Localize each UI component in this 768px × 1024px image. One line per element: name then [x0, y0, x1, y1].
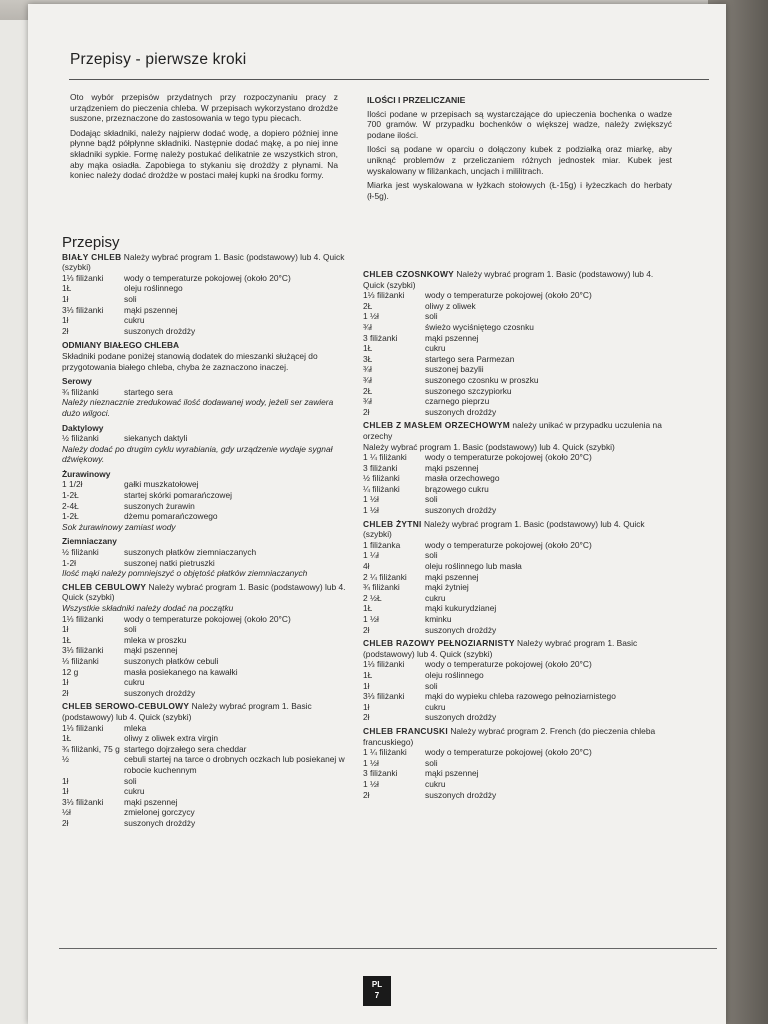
ingredient-quantity: ¼ filiżanki: [363, 483, 400, 494]
ingredient-row: [363, 322, 675, 333]
recipes-left-column: [62, 234, 352, 828]
ingredient-row: [363, 659, 675, 670]
recipe-heading: [62, 701, 352, 722]
ingredient-row: [62, 305, 352, 316]
ingredient-row: [62, 723, 352, 734]
ingredient-row: [363, 396, 675, 407]
ingredient-quantity: 2ł: [62, 687, 69, 698]
ingredient-row: [62, 645, 352, 656]
ingredient-quantity: 1ł: [62, 786, 69, 797]
ingredient-quantity: ½ filiżanki: [62, 433, 99, 444]
ingredient-row: [62, 614, 352, 625]
ingredient-quantity: 1⅓ filiżanki: [62, 722, 104, 733]
ingredient-name: soli: [425, 680, 438, 691]
ingredient-quantity: 1-2Ł: [62, 511, 79, 522]
recipe-name: CHLEB CZOSNKOWY: [363, 269, 455, 279]
ingredient-quantity: 1 ¼ filiżanki: [363, 747, 407, 758]
ingredient-quantity: 3⅓ filiżanki: [62, 645, 104, 656]
ingredient-quantity: 1Ł: [62, 283, 72, 294]
ingredient-row: [363, 572, 675, 583]
ingredient-name: oliwy z oliwek: [425, 300, 476, 311]
ingredient-quantity: 1ł: [62, 315, 69, 326]
ingredient-row: [62, 315, 352, 326]
ingredient-row: [363, 301, 675, 312]
ingredient-row: [363, 407, 675, 418]
ingredient-quantity: 1⅓ filiżanki: [62, 613, 104, 624]
recipe-program: Należy wybrać program 2. French (do pieczenia chleba francuskiego): [363, 725, 656, 747]
ingredient-name: cukru: [425, 592, 446, 603]
ingredient-name: suszonej bazylii: [425, 364, 484, 375]
ingredient-row: [62, 733, 352, 744]
ingredient-row: [62, 744, 352, 755]
ingredient-row: [62, 479, 352, 490]
ingredient-quantity: 2 ½Ł: [363, 592, 382, 603]
variant-heading: ODMIANY BIAŁEGO CHLEBA: [62, 340, 180, 351]
ingredient-quantity: 2ł: [62, 325, 69, 336]
recipe-program: Należy wybrać program 1. Basic (podstawowy) lub 4. Quick (szybki): [363, 638, 638, 659]
ingredient-name: wody o temperaturze pokojowej (około 20°C): [425, 290, 592, 301]
ingredient-name: świeżo wyciśniętego czosnku: [425, 321, 534, 332]
underlying-page: [0, 20, 30, 1024]
page-number-badge: [363, 976, 391, 1006]
ingredient-name: mąki pszennej: [124, 796, 178, 807]
ingredient-row: [62, 273, 352, 284]
ingredient-name: oleju roślinnego: [425, 669, 484, 680]
ingredient-row: [62, 807, 352, 818]
recipe-text: Należy wybrać program 1. Basic (podstawowy) lub 4. Quick (szybki): [363, 441, 615, 452]
ingredient-row: [62, 797, 352, 808]
recipe-program: Należy wybrać program 1. Basic (podstawowy) lub 4. Quick (szybki): [363, 518, 645, 540]
quantities-paragraph: Ilości są podane w oparciu o dołączony kubek z podziałką oraz miarkę, aby uniknąć problemów z przeliczaniem różnych jednostek miar. Kubek jest wyskalowany w filiżankach, uncjach i mililitrach.: [367, 144, 672, 176]
ingredient-quantity: 1Ł: [62, 733, 72, 744]
ingredient-quantity: 1 ½ł: [363, 614, 379, 624]
ingredient-row: [363, 375, 675, 386]
ingredient-name: gałki muszkatołowej: [124, 479, 199, 490]
ingredient-row: [62, 667, 352, 678]
ingredient-quantity: 1Ł: [363, 603, 373, 614]
ingredient-quantity: 2 ¼ filiżanki: [363, 571, 407, 582]
ingredient-row: [363, 691, 675, 702]
ingredient-name: suszonych drożdży: [425, 789, 497, 800]
ingredient-name: mąki pszennej: [425, 571, 479, 582]
recipe-text: Składniki podane poniżej stanowią dodatek do mieszanki służącej do przygotowania białego chleba, chyba że zaznaczono inaczej.: [62, 350, 318, 372]
ingredient-name: zmielonej gorczycy: [124, 807, 195, 818]
footer-rule: [59, 948, 717, 949]
recipe-heading: [363, 638, 675, 659]
ingredient-name: soli: [124, 293, 137, 304]
page-title: Przepisy - pierwsze kroki: [70, 51, 247, 68]
recipe-heading: [62, 252, 352, 273]
ingredient-row: [62, 818, 352, 829]
ingredient-quantity: 1Ł: [363, 343, 373, 354]
ingredient-row: [363, 603, 675, 614]
ingredient-name: masła orzechowego: [425, 473, 500, 484]
ingredient-row: [62, 677, 352, 688]
ingredient-quantity: 1 ½ł: [363, 311, 379, 322]
ingredient-quantity: 1 filiżanka: [363, 539, 401, 550]
ingredient-quantity: 1 1/2ł: [62, 479, 83, 490]
ingredient-row: [363, 550, 675, 561]
ingredient-name: brązowego cukru: [425, 483, 489, 494]
ingredient-name: suszonych drożdży: [425, 505, 497, 516]
recipe-name: CHLEB RAZOWY PEŁNOZIARNISTY: [363, 638, 515, 649]
recipe-note: Ilość mąki należy pomniejszyć o objętość płatków ziemniaczanych: [62, 568, 308, 579]
ingredient-row: [363, 768, 675, 779]
ingredient-name: cukru: [124, 786, 145, 797]
ingredient-row: [363, 702, 675, 713]
ingredient-quantity: 2ł: [363, 712, 370, 723]
ingredient-name: cukru: [425, 701, 446, 712]
ingredient-name: cukru: [124, 677, 145, 688]
ingredient-row: [363, 452, 675, 463]
ingredient-name: mąki do wypieku chleba razowego pełnoziarnistego: [425, 691, 616, 702]
ingredient-name: cukru: [124, 315, 145, 326]
ingredient-name: suszonych drożdży: [425, 712, 497, 723]
recipe-program: Należy wybrać program 1. Basic (podstawowy) lub 4. Quick (szybki): [62, 581, 346, 603]
ingredient-row: [363, 290, 675, 301]
recipe-program: Należy wybrać program 1. Basic (podstawowy) lub 4. Quick (szybki): [363, 269, 654, 290]
ingredient-row: [62, 786, 352, 797]
ingredient-name: wody o temperaturze pokojowej (około 20°C): [425, 659, 592, 670]
ingredient-quantity: 1⅓ filiżanki: [363, 659, 405, 670]
ingredient-quantity: 1ł: [62, 677, 69, 688]
ingredient-row: [62, 688, 352, 699]
ingredient-name: soli: [124, 624, 137, 635]
ingredient-quantity: 1-2Ł: [62, 490, 79, 501]
ingredient-quantity: 2Ł: [363, 300, 373, 311]
quantities-heading: ILOŚCI I PRZELICZANIE: [367, 95, 466, 105]
recipe-name: CHLEB ŻYTNI: [363, 518, 422, 529]
ingredient-row: [363, 484, 675, 495]
ingredient-quantity: ¾ł: [363, 396, 372, 407]
ingredient-row: [363, 494, 675, 505]
ingredient-name: soli: [425, 757, 438, 768]
ingredient-name: soli: [425, 494, 438, 505]
ingredient-quantity: 1⅓ filiżanki: [62, 272, 104, 283]
ingredient-name: wody o temperaturze pokojowej (około 20°C): [425, 539, 592, 550]
intro-paragraph: Dodając składniki, należy najpierw dodać wodę, a dopiero później inne płynne bądź półpłynne składniki. Następnie dodać mąkę, a po niej inne składniki sypkie. Formę należy postukać delikatnie ze wszystkich stron, aby mąka osiadła. Zapobiega to stykaniu się drożdży z płynami. Na koniec należy dodać drożdże w postaci małej kupki na środku formy.: [70, 127, 338, 181]
ingredient-name: siekanych daktyli: [124, 433, 188, 444]
ingredient-quantity: 1 ½ł: [363, 494, 379, 505]
ingredient-row: [62, 490, 352, 501]
ingredient-name: suszonych płatków ziemniaczanych: [124, 547, 257, 558]
ingredient-name: suszonych drożdży: [425, 624, 497, 635]
ingredient-quantity: 3⅓ filiżanki: [62, 796, 104, 807]
recipe-heading: [363, 420, 675, 441]
ingredient-quantity: 1Ł: [363, 669, 373, 680]
ingredient-quantity: ½ filiżanki: [62, 547, 99, 558]
recipe-name: CHLEB SEROWO-CEBULOWY: [62, 701, 190, 712]
ingredient-quantity: ½ł: [62, 807, 71, 818]
ingredient-name: soli: [124, 775, 137, 786]
ingredient-quantity: ¾ filiżanki: [62, 386, 99, 397]
ingredient-name: startego dojrzałego sera cheddar: [124, 743, 247, 754]
recipe-note: Należy nieznacznie zredukować ilość dodawanej wody, jeżeli ser zawiera dużo wilgoci.: [62, 397, 334, 418]
ingredient-name: mąki pszennej: [124, 304, 178, 315]
ingredient-row: [363, 779, 675, 790]
ingredient-quantity: 12 g: [62, 666, 79, 677]
quantities-section: [367, 95, 672, 205]
ingredient-quantity: 2Ł: [363, 385, 373, 396]
ingredient-quantity: 1Ł: [62, 634, 72, 645]
recipe-heading: [363, 519, 675, 540]
recipe-name: CHLEB FRANCUSKI: [363, 725, 448, 736]
ingredient-name: wody o temperaturze pokojowej (około 20°C): [124, 272, 291, 283]
ingredient-row: [363, 561, 675, 572]
ingredient-name: startego sera Parmezan: [425, 353, 515, 364]
quantities-paragraph: Miarka jest wyskalowana w łyżkach stołowych (Ł-15g) i łyżeczkach do herbaty (ł-5g).: [367, 180, 672, 201]
recipe-note: Sok żurawinowy zamiast wody: [62, 521, 176, 532]
ingredient-row: [62, 433, 352, 444]
ingredient-name: dżemu pomarańczowego: [124, 511, 218, 522]
ingredient-name: soli: [425, 311, 438, 322]
ingredient-name: suszonych drożdży: [124, 325, 196, 336]
ingredient-row: [363, 625, 675, 636]
recipe-heading: [62, 582, 352, 603]
ingredient-quantity: 1 ¼ł: [363, 550, 379, 561]
ingredient-row: [62, 501, 352, 512]
ingredient-quantity: 2ł: [363, 789, 370, 800]
recipe-name: CHLEB CEBULOWY: [62, 581, 147, 592]
ingredient-quantity: 1-2ł: [62, 557, 76, 568]
ingredient-quantity: 1ł: [62, 775, 69, 786]
ingredient-quantity: ½ filiżanki: [363, 473, 400, 484]
ingredient-name: oliwy z oliwek extra virgin: [124, 733, 219, 744]
ingredient-quantity: ¾ł: [363, 321, 372, 332]
ingredient-name: suszonej natki pietruszki: [124, 557, 215, 568]
recipe-note: Wszystkie składniki należy dodać na początku: [62, 603, 234, 613]
ingredient-row: [363, 593, 675, 604]
ingredient-quantity: 3 filiżanki: [363, 462, 398, 473]
ingredient-quantity: 1⅓ filiżanki: [363, 290, 405, 301]
ingredient-name: mąki pszennej: [124, 645, 178, 656]
ingredient-row: [62, 326, 352, 337]
ingredient-quantity: 3 filiżanki: [363, 332, 398, 343]
ingredient-quantity: 1 ½ł: [363, 505, 379, 516]
ingredient-row: [62, 547, 352, 558]
ingredient-row: [62, 387, 352, 398]
ingredient-row: [363, 354, 675, 365]
ingredient-name: suszonego szczypiorku: [425, 385, 512, 396]
ingredient-name: mąki pszennej: [425, 768, 479, 779]
ingredient-name: mąki kukurydzianej: [425, 603, 497, 614]
ingredient-row: [62, 511, 352, 522]
ingredient-name: mąki pszennej: [425, 332, 479, 343]
intro-section: [70, 92, 338, 185]
ingredient-name: suszonych drożdży: [124, 687, 196, 698]
variant-heading: Ziemniaczany: [62, 536, 117, 547]
recipe-program: Należy wybrać program 1. Basic (podstawowy) lub 4. Quick (szybki): [62, 701, 312, 722]
ingredient-quantity: 2ł: [62, 817, 69, 828]
variant-heading: Żurawinowy: [62, 468, 111, 479]
ingredient-row: [363, 614, 675, 625]
ingredient-name: suszonych żurawin: [124, 500, 195, 511]
recipes-heading: Przepisy: [62, 234, 120, 251]
ingredient-quantity: 2ł: [363, 406, 370, 417]
ingredient-name: mleka w proszku: [124, 634, 187, 645]
ingredient-row: [363, 540, 675, 551]
ingredient-row: [62, 283, 352, 294]
recipe-program: Należy wybrać program 1. Basic (podstawowy) lub 4. Quick (szybki): [62, 251, 345, 273]
ingredient-row: [363, 311, 675, 322]
ingredient-quantity: 2-4Ł: [62, 500, 79, 511]
ingredient-name: mąki pszennej: [425, 462, 479, 473]
ingredient-name: cukru: [425, 343, 446, 354]
ingredient-row: [363, 364, 675, 375]
ingredient-quantity: 3⅓ filiżanki: [363, 691, 405, 702]
ingredient-row: [363, 790, 675, 801]
ingredient-quantity: ¾ filiżanki: [363, 582, 400, 593]
ingredient-name: suszonych drożdży: [124, 817, 196, 828]
ingredient-quantity: 1 ½ł: [363, 757, 379, 768]
ingredient-name: wody o temperaturze pokojowej (około 20°C): [124, 613, 291, 624]
ingredient-name: suszonych płatków cebuli: [124, 655, 219, 666]
ingredient-quantity: 1ł: [363, 680, 370, 691]
ingredient-quantity: 1ł: [62, 293, 69, 304]
ingredient-row: [62, 754, 352, 775]
ingredient-quantity: 4ł: [363, 561, 370, 572]
ingredient-name: masła posiekanego na kawałki: [124, 666, 238, 677]
ingredient-quantity: 1ł: [363, 701, 370, 712]
ingredient-quantity: ¾ł: [363, 374, 372, 385]
ingredient-row: [62, 558, 352, 569]
ingredient-row: [363, 681, 675, 692]
ingredient-quantity: 3⅓ filiżanki: [62, 304, 104, 315]
ingredient-row: [363, 333, 675, 344]
ingredient-row: [62, 294, 352, 305]
ingredient-name: wody o temperaturze pokojowej (około 20°C): [425, 452, 592, 463]
ingredient-quantity: 1 ½ł: [363, 778, 379, 789]
ingredient-name: wody o temperaturze pokojowej (około 20°C): [425, 747, 592, 758]
ingredient-row: [363, 463, 675, 474]
ingredient-row: [363, 670, 675, 681]
ingredient-row: [363, 505, 675, 516]
recipe-name: CHLEB Z MASŁEM ORZECHOWYM: [363, 420, 511, 431]
title-rule: [69, 79, 709, 80]
ingredient-row: [62, 656, 352, 667]
variant-heading: Daktylowy: [62, 422, 104, 433]
ingredient-name: suszonych drożdży: [425, 406, 497, 417]
recipe-heading: [363, 269, 675, 290]
ingredient-row: [363, 473, 675, 484]
ingredient-row: [363, 758, 675, 769]
ingredient-name: mąki żytniej: [425, 582, 469, 593]
ingredient-quantity: ¾ filiżanki, 75 g: [62, 743, 120, 754]
ingredient-name: startej skórki pomarańczowej: [124, 490, 232, 501]
ingredient-name: czarnego pieprzu: [425, 396, 490, 407]
variant-heading: Serowy: [62, 376, 92, 387]
ingredient-name: cukru: [425, 778, 446, 789]
ingredient-name: suszonego czosnku w proszku: [425, 374, 539, 385]
ingredient-name: mleka: [124, 722, 147, 733]
language-code: PL: [371, 980, 383, 989]
recipe-program: należy unikać w przypadku uczulenia na orzechy: [363, 420, 662, 441]
quantities-paragraph: Ilości podane w przepisach są wystarczające do upieczenia bochenka o wadze 700 gramów. W przypadku bochenków o większej wadze, należy zwiększyć podane ilości.: [367, 108, 672, 140]
ingredient-row: [62, 624, 352, 635]
recipes-right-column: [363, 266, 675, 800]
ingredient-row: [363, 386, 675, 397]
ingredient-row: [363, 343, 675, 354]
recipe-note: Należy dodać po drugim cyklu wyrabiania, gdy urządzenie wydaje sygnał dźwiękowy.: [62, 443, 333, 465]
ingredient-quantity: 3 filiżanki: [363, 768, 398, 779]
ingredient-quantity: ½: [62, 754, 69, 765]
ingredient-quantity: 2ł: [363, 624, 370, 635]
ingredient-quantity: ¾ł: [363, 364, 372, 375]
ingredient-row: [363, 582, 675, 593]
ingredient-row: [62, 635, 352, 646]
ingredient-row: [363, 712, 675, 723]
ingredient-quantity: 3Ł: [363, 353, 373, 364]
ingredient-name: cebuli startej na tarce o drobnych oczkach lub posiekanej w robocie kuchennym: [124, 754, 345, 775]
recipe-name: BIAŁY CHLEB: [62, 251, 122, 262]
ingredient-name: oleju roślinnego: [124, 283, 183, 294]
ingredient-quantity: ⅓ filiżanki: [62, 655, 99, 666]
ingredient-name: oleju roślinnego lub masła: [425, 561, 522, 572]
ingredient-name: startego sera: [124, 386, 173, 397]
intro-paragraph: Oto wybór przepisów przydatnych przy rozpoczynaniu pracy z urządzeniem do pieczenia chleba. W przepisach wykorzystano drożdże suszone, przeznaczone do zastosowania w tego typu piecach.: [70, 92, 338, 124]
recipe-heading: [363, 726, 675, 747]
ingredient-quantity: 1 ¼ filiżanki: [363, 452, 407, 463]
ingredient-row: [363, 747, 675, 758]
ingredient-row: [62, 776, 352, 787]
ingredient-quantity: 1ł: [62, 624, 69, 635]
ingredient-name: kminku: [425, 614, 452, 624]
page-number: 7: [374, 991, 380, 1000]
ingredient-name: soli: [425, 550, 438, 561]
